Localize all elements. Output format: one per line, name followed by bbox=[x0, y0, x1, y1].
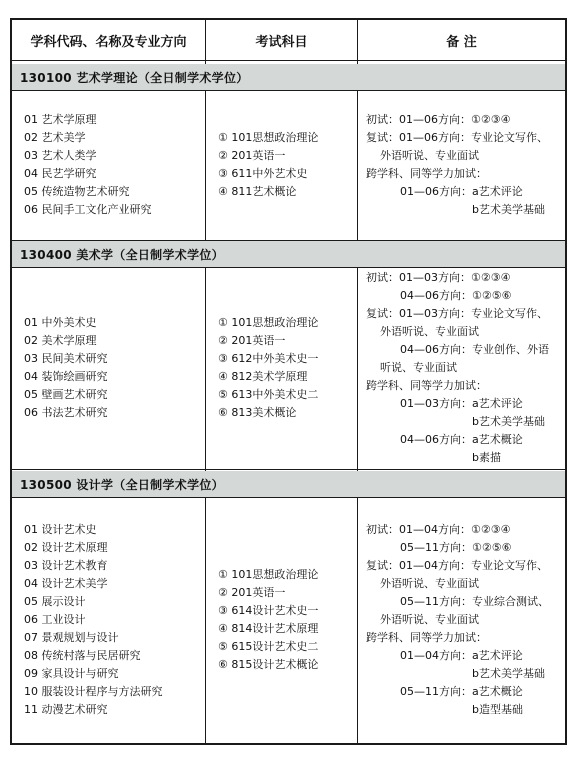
remarks-list bbox=[366, 92, 566, 238]
major-item: 01 艺术学原理 bbox=[24, 113, 97, 126]
admission-table bbox=[10, 18, 567, 745]
major-item: 09 家具设计与研究 bbox=[24, 667, 119, 680]
majors-list bbox=[24, 268, 214, 468]
header-discipline: 学科代码、名称及专业方向 bbox=[30, 34, 187, 50]
remark-line: 复试：01—04方向：专业论文写作、 bbox=[366, 559, 548, 572]
subjects-list bbox=[218, 498, 358, 742]
subject-item: ③ 612中外美术史一 bbox=[218, 352, 319, 365]
remark-line: 外语听说、专业面试 bbox=[380, 613, 479, 626]
remark-line: 外语听说、专业面试 bbox=[380, 149, 479, 162]
section-title-design: 130500 设计学（全日制学术学位） bbox=[12, 471, 565, 497]
remark-line: 04—06方向：①②⑤⑥ bbox=[400, 289, 512, 302]
remark-line: 05—11方向：专业综合测试、 bbox=[400, 595, 549, 608]
header-divider bbox=[12, 60, 565, 61]
remark-line: 04—06方向：专业创作、外语 bbox=[400, 343, 549, 356]
remark-line: 05—11方向：a艺术概论 bbox=[400, 685, 523, 698]
subject-item: ④ 814设计艺术原理 bbox=[218, 622, 319, 635]
header-exam-subjects: 考试科目 bbox=[255, 34, 308, 50]
remarks-list bbox=[366, 268, 566, 468]
major-item: 04 装饰绘画研究 bbox=[24, 370, 108, 383]
subject-item: ③ 614设计艺术史一 bbox=[218, 604, 319, 617]
major-item: 06 书法艺术研究 bbox=[24, 406, 108, 419]
major-item: 02 美术学原理 bbox=[24, 334, 97, 347]
subject-item: ① 101思想政治理论 bbox=[218, 316, 319, 329]
remark-line: 04—06方向：a艺术概论 bbox=[400, 433, 523, 446]
major-item: 02 艺术美学 bbox=[24, 131, 86, 144]
subject-item: ② 201英语一 bbox=[218, 586, 286, 599]
remark-line: 外语听说、专业面试 bbox=[380, 325, 479, 338]
remark-line: 跨学科、同等学力加试： bbox=[366, 167, 487, 180]
remark-line: b艺术美学基础 bbox=[472, 415, 545, 428]
row-divider bbox=[12, 469, 565, 470]
remark-line: 跨学科、同等学力加试： bbox=[366, 631, 487, 644]
subject-item: ③ 611中外艺术史 bbox=[218, 167, 308, 180]
major-item: 03 民间美术研究 bbox=[24, 352, 108, 365]
row-divider bbox=[12, 90, 565, 91]
major-item: 01 中外美术史 bbox=[24, 316, 97, 329]
header-remarks: 备 注 bbox=[446, 34, 477, 50]
major-item: 10 服装设计程序与方法研究 bbox=[24, 685, 163, 698]
subject-item: ⑤ 615设计艺术史二 bbox=[218, 640, 319, 653]
major-item: 03 艺术人类学 bbox=[24, 149, 97, 162]
subject-item: ⑥ 815设计艺术概论 bbox=[218, 658, 319, 671]
major-item: 07 景观规划与设计 bbox=[24, 631, 119, 644]
major-item: 05 展示设计 bbox=[24, 595, 86, 608]
subject-item: ① 101思想政治理论 bbox=[218, 131, 319, 144]
majors-list bbox=[24, 498, 214, 742]
remark-line: 复试：01—06方向：专业论文写作、 bbox=[366, 131, 548, 144]
major-item: 04 设计艺术美学 bbox=[24, 577, 108, 590]
remark-line: b造型基础 bbox=[472, 703, 523, 716]
remarks-list bbox=[366, 498, 566, 742]
subject-item: ① 101思想政治理论 bbox=[218, 568, 319, 581]
major-item: 08 传统村落与民居研究 bbox=[24, 649, 141, 662]
major-item: 11 动漫艺术研究 bbox=[24, 703, 108, 716]
remark-line: 05—11方向：①②⑤⑥ bbox=[400, 541, 512, 554]
remark-line: 跨学科、同等学力加试： bbox=[366, 379, 487, 392]
remark-line: b艺术美学基础 bbox=[472, 667, 545, 680]
major-item: 04 民艺学研究 bbox=[24, 167, 97, 180]
remark-line: 01—03方向：a艺术评论 bbox=[400, 397, 523, 410]
subjects-list bbox=[218, 268, 358, 468]
subjects-list bbox=[218, 92, 358, 238]
majors-list bbox=[24, 92, 214, 238]
remark-line: 01—04方向：a艺术评论 bbox=[400, 649, 523, 662]
remark-line: 复试：01—03方向：专业论文写作、 bbox=[366, 307, 548, 320]
section-title-fine-arts: 130400 美术学（全日制学术学位） bbox=[12, 241, 565, 267]
remark-line: 外语听说、专业面试 bbox=[380, 577, 479, 590]
remark-line: b艺术美学基础 bbox=[472, 203, 545, 216]
section-title-art-theory: 130100 艺术学理论（全日制学术学位） bbox=[12, 64, 565, 90]
remark-line: 初试：01—04方向：①②③④ bbox=[366, 523, 511, 536]
subject-item: ⑥ 813美术概论 bbox=[218, 406, 297, 419]
subject-item: ⑤ 613中外美术史二 bbox=[218, 388, 319, 401]
remark-line: b素描 bbox=[472, 451, 501, 464]
remark-line: 初试：01—06方向：①②③④ bbox=[366, 113, 511, 126]
remark-line: 听说、专业面试 bbox=[380, 361, 457, 374]
major-item: 02 设计艺术原理 bbox=[24, 541, 108, 554]
remark-line: 初试：01—03方向：①②③④ bbox=[366, 271, 511, 284]
subject-item: ④ 812美术学原理 bbox=[218, 370, 308, 383]
major-item: 06 工业设计 bbox=[24, 613, 86, 626]
major-item: 05 传统造物艺术研究 bbox=[24, 185, 130, 198]
major-item: 03 设计艺术教育 bbox=[24, 559, 108, 572]
major-item: 05 壁画艺术研究 bbox=[24, 388, 108, 401]
subject-item: ④ 811艺术概论 bbox=[218, 185, 297, 198]
remark-line: 01—06方向：a艺术评论 bbox=[400, 185, 523, 198]
major-item: 01 设计艺术史 bbox=[24, 523, 97, 536]
subject-item: ② 201英语一 bbox=[218, 334, 286, 347]
major-item: 06 民间手工文化产业研究 bbox=[24, 203, 152, 216]
subject-item: ② 201英语一 bbox=[218, 149, 286, 162]
